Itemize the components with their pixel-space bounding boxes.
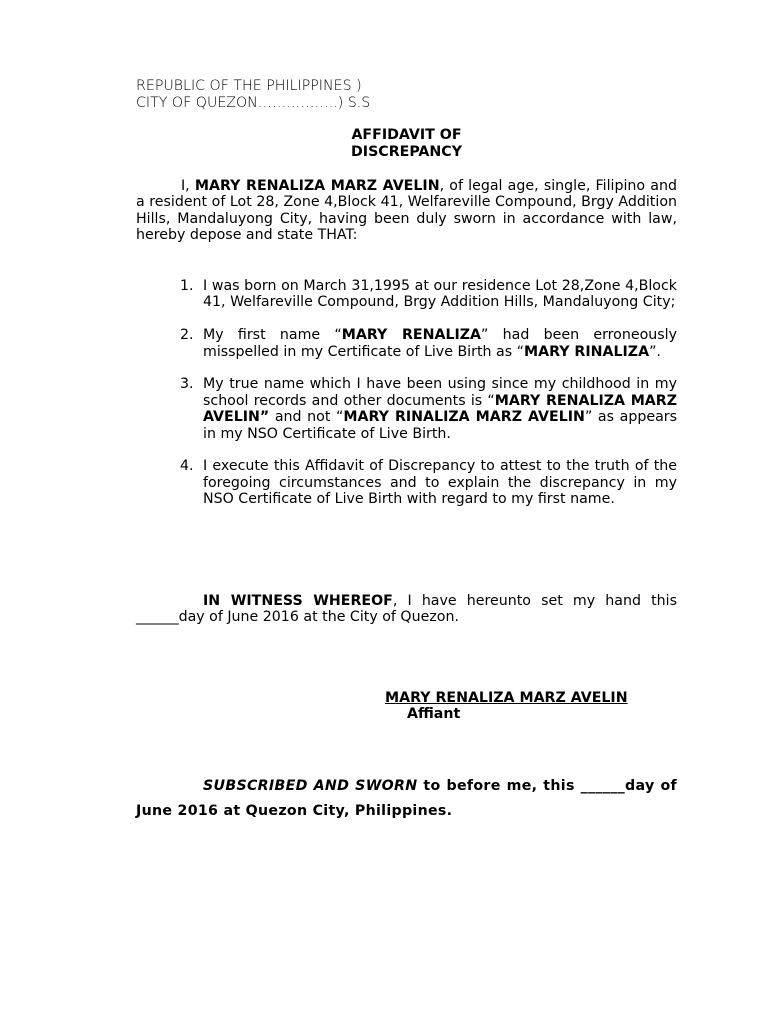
signature-block	[385, 690, 677, 723]
item-text-part: ” as appears in my NSO Certificate of Live Birth.	[203, 409, 677, 442]
item-text-part: My true name which I have been using since my childhood in my school records and other documents is “	[203, 376, 677, 409]
item-number: 3.	[180, 376, 194, 393]
witness-paragraph	[136, 593, 677, 626]
item-number: 1.	[180, 278, 194, 294]
erroneous-full-name: MARY RINALIZA MARZ AVELIN	[343, 409, 585, 426]
signature-name-line	[385, 690, 677, 706]
item-text: I execute this Affidavit of Discrepancy to attest to the truth of the foregoing circumstances and to explain the discrepancy in my NSO Certificate of Live Birth with regard to my first name.	[203, 458, 677, 508]
signature-role: Affiant	[407, 706, 461, 723]
jurat-text: to before me, this ______day of June 2016 at Quezon City, Philippines.	[136, 778, 677, 819]
item-number: 4.	[180, 458, 194, 475]
correct-first-name: MARY RENALIZA	[341, 327, 482, 344]
witness-text: , I have hereunto set my hand this ______day of June 2016 at the City of Quezon.	[136, 593, 677, 626]
intro-paragraph	[136, 178, 677, 244]
title-line-2: DISCREPANCY	[351, 144, 462, 160]
jurat-heading: SUBSCRIBED AND SWORN	[203, 778, 418, 794]
venue-block	[136, 78, 370, 112]
statement-item-4	[136, 458, 677, 507]
statement-item-2	[136, 327, 677, 360]
intro-prefix: I,	[181, 178, 195, 194]
venue-republic: REPUBLIC OF THE PHILIPPINES )	[136, 78, 362, 94]
title-line-1: AFFIDAVIT OF	[351, 127, 462, 143]
statement-list	[136, 278, 677, 524]
statement-item-1	[136, 278, 677, 311]
document-title	[136, 127, 677, 161]
signature-name: MARY RENALIZA MARZ AVELIN	[385, 690, 628, 706]
statement-item-3	[136, 376, 677, 442]
affiant-name: MARY RENALIZA MARZ AVELIN	[194, 178, 440, 194]
intro-text: , of legal age, single, Filipino and a resident of Lot 28, Zone 4,Block 41, Welfareville Compound, Brgy Addition Hills, Mandaluyong City, having been duly sworn in accordance with law, hereby depose and state THAT:	[136, 178, 677, 244]
witness-heading: IN WITNESS WHEREOF	[203, 593, 393, 609]
item-text-part: ”.	[649, 343, 661, 360]
misspelled-first-name: MARY RINALIZA	[523, 343, 650, 360]
affidavit-page	[136, 0, 677, 1024]
true-full-name: MARY RENALIZA MARZ AVELIN”	[203, 392, 678, 426]
venue-city: CITY OF QUEZON……………..) S.S	[136, 95, 371, 111]
item-text-part: My first name “	[203, 327, 342, 344]
jurat-paragraph	[136, 774, 677, 824]
item-text-part: ” had been erroneously misspelled in my Certificate of Live Birth as “	[203, 327, 677, 360]
item-text-part: and not “	[269, 409, 344, 426]
item-number: 2.	[180, 327, 194, 344]
item-text: I was born on March 31,1995 at our residence Lot 28,Zone 4,Block 41, Welfareville Compound, Brgy Addition Hills, Mandaluyong City;	[203, 278, 677, 311]
